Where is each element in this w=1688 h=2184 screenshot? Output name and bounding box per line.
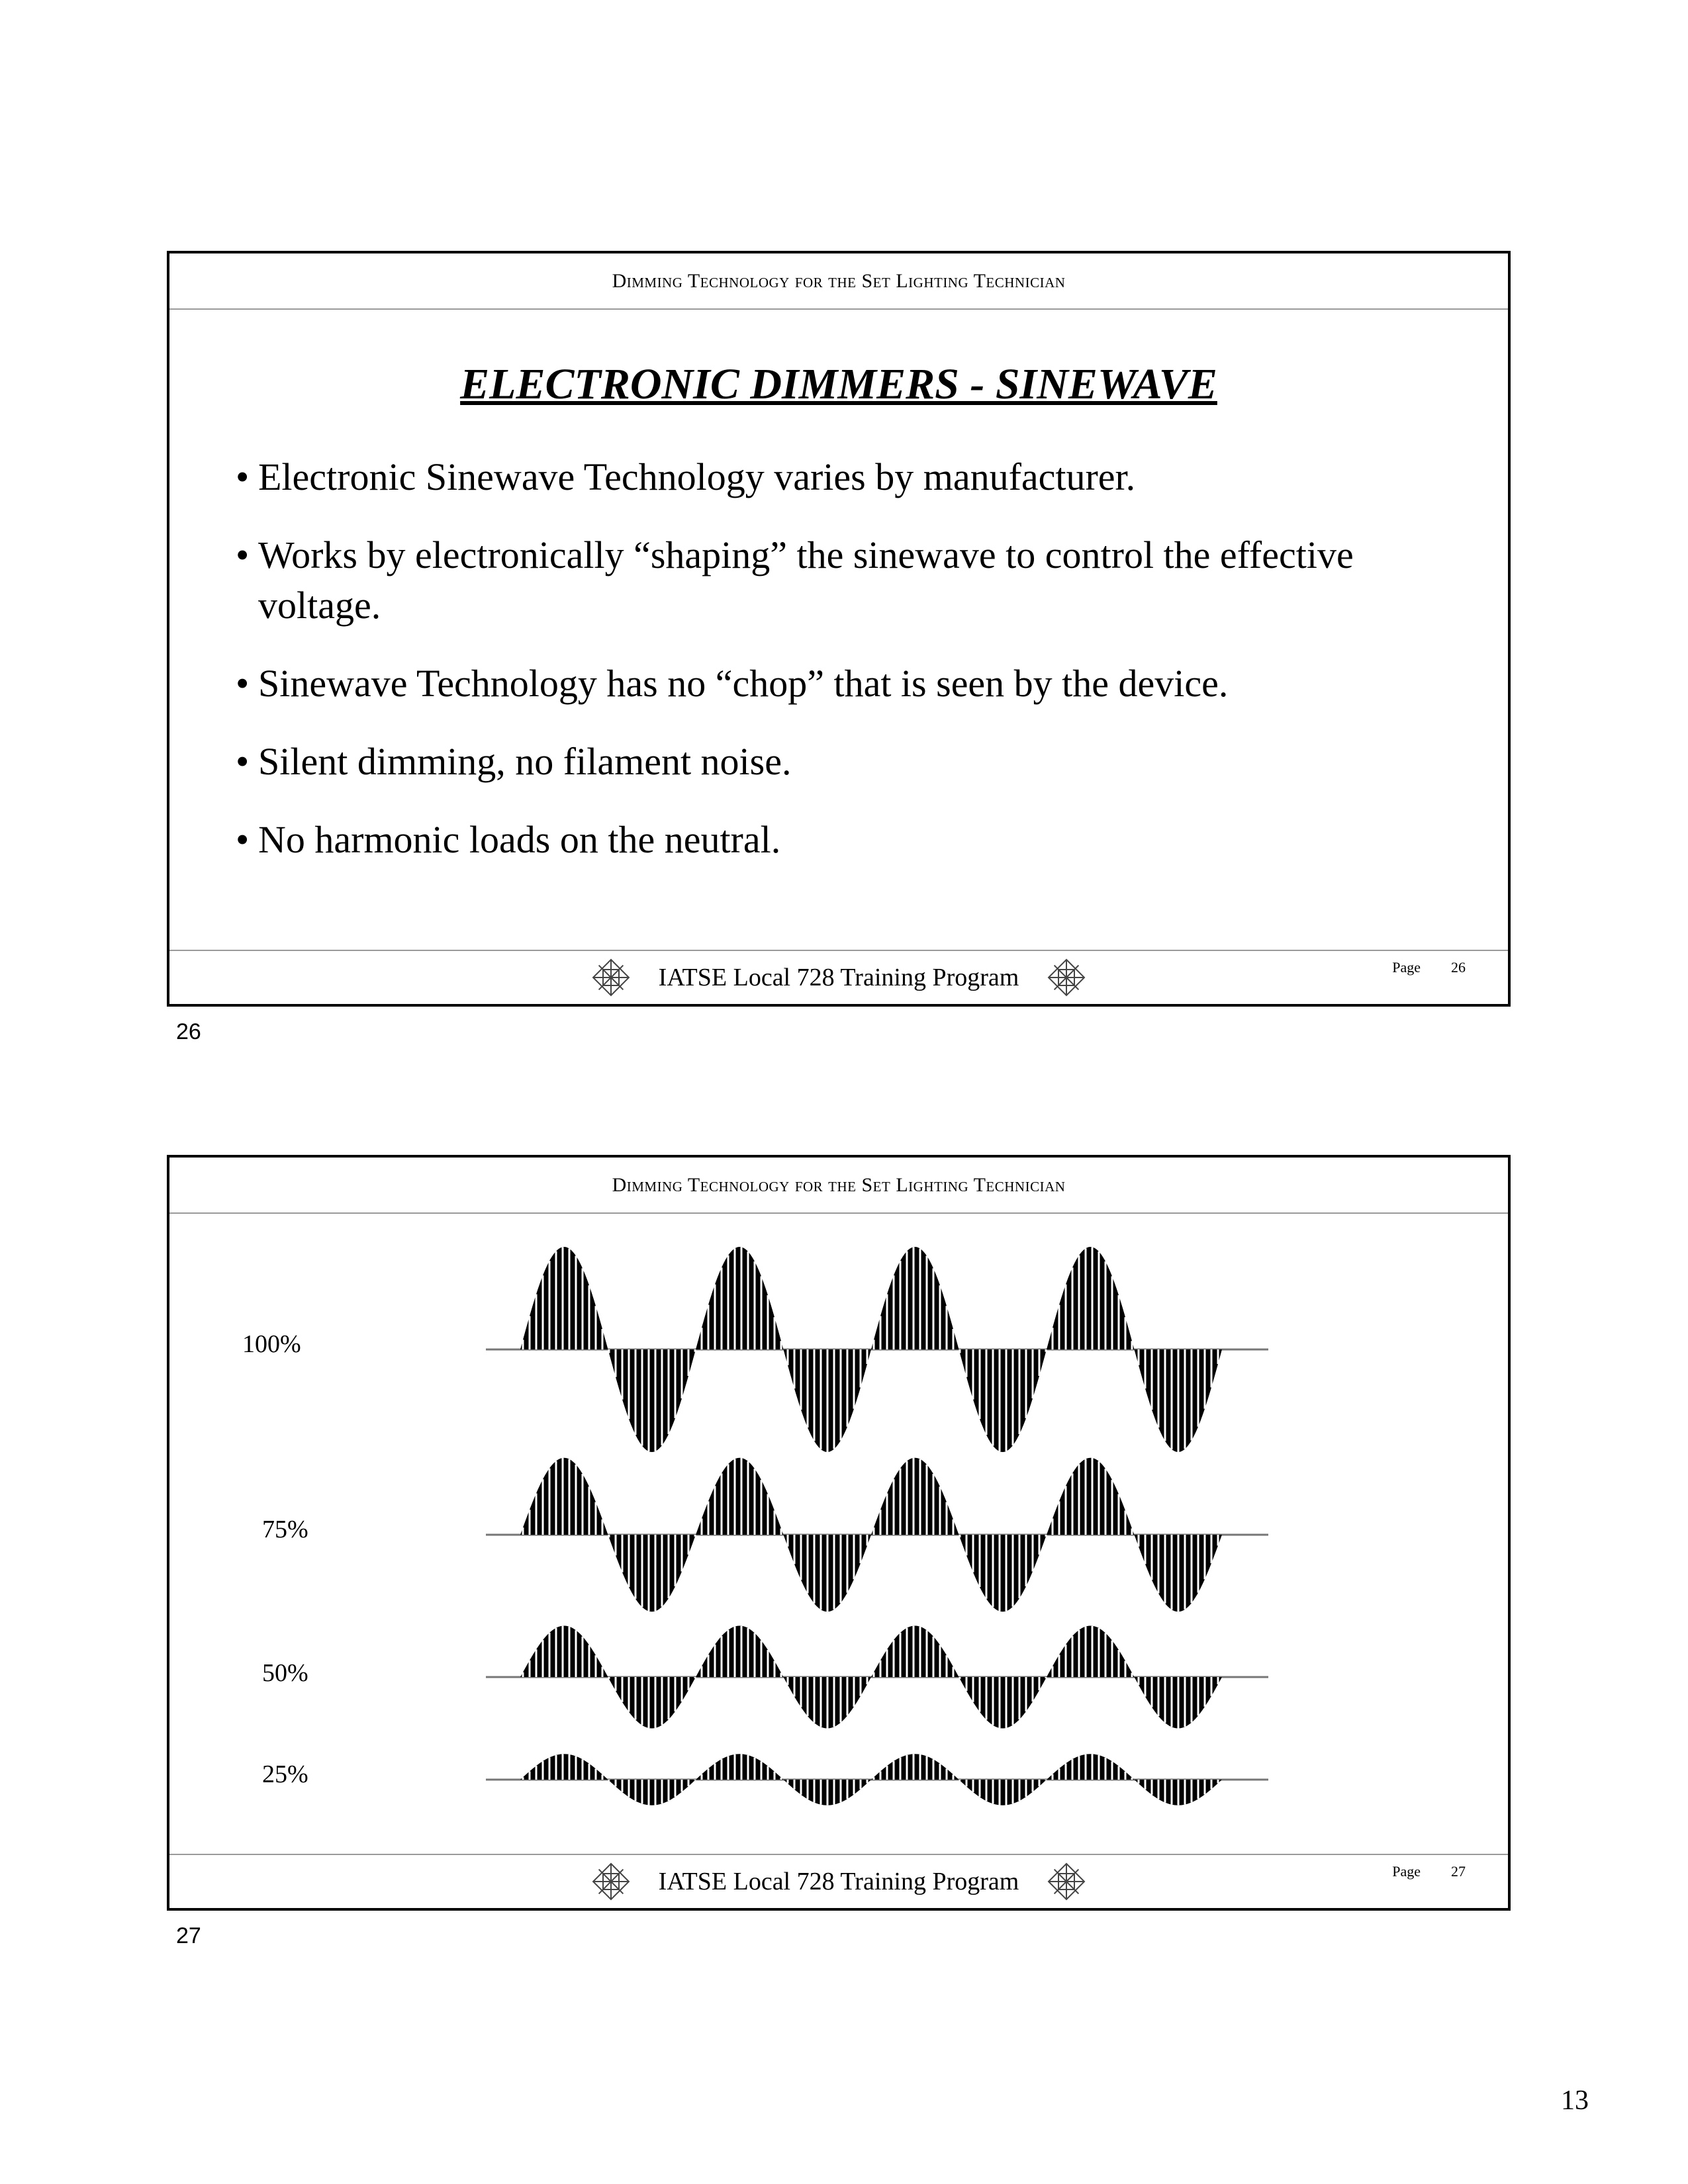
sinewave-fill bbox=[520, 1626, 1222, 1729]
wave-label-25: 25% bbox=[262, 1760, 308, 1788]
iatse-emblem-icon bbox=[1047, 958, 1086, 997]
waveform-100 bbox=[486, 1247, 1268, 1452]
bullet-item: • No harmonic loads on the neutral. bbox=[236, 815, 1481, 865]
page-num: 26 bbox=[1451, 959, 1466, 976]
bullet-item: • Silent dimming, no filament noise. bbox=[236, 737, 1481, 787]
waveform-75 bbox=[486, 1458, 1268, 1612]
slide-header bbox=[169, 253, 1508, 310]
page-label bbox=[1392, 959, 1466, 976]
bullet-item: • Electronic Sinewave Technology varies by manufacturer. bbox=[236, 452, 1481, 502]
slide-footer bbox=[169, 1854, 1508, 1908]
slide-title: ELECTRONIC DIMMERS - SINEWAVE bbox=[460, 360, 1217, 408]
iatse-emblem-icon bbox=[591, 1862, 631, 1901]
footer-text: IATSE Local 728 Training Program bbox=[658, 1868, 1019, 1895]
footer-text: IATSE Local 728 Training Program bbox=[658, 964, 1019, 991]
iatse-emblem-icon bbox=[591, 958, 631, 997]
waveform-50 bbox=[486, 1626, 1268, 1729]
sinewave-fill bbox=[520, 1754, 1222, 1805]
slide-26 bbox=[167, 251, 1511, 1007]
sinewave-diagram bbox=[169, 1158, 1508, 1908]
bullet-item: • Works by electronically “shaping” the sinewave to control the effective voltage. bbox=[236, 530, 1481, 631]
iatse-emblem-icon bbox=[1047, 1862, 1086, 1901]
wave-label-50: 50% bbox=[262, 1659, 308, 1687]
page-word: Page bbox=[1392, 959, 1421, 976]
bullet-item: • Sinewave Technology has no “chop” that is seen by the device. bbox=[236, 659, 1481, 709]
wave-label-100: 100% bbox=[242, 1330, 301, 1358]
document-page-number: 13 bbox=[1561, 2085, 1589, 2116]
waveform-25 bbox=[486, 1754, 1268, 1805]
slide-number-label: 27 bbox=[176, 1923, 201, 1948]
slide-footer bbox=[169, 950, 1508, 1004]
slide-number-label: 26 bbox=[176, 1019, 201, 1044]
sinewave-fill bbox=[520, 1458, 1222, 1612]
page-word: Page bbox=[1392, 1863, 1421, 1880]
sinewave-fill bbox=[520, 1247, 1222, 1452]
page-label bbox=[1392, 1863, 1466, 1880]
page-num: 27 bbox=[1451, 1863, 1466, 1880]
header-title: Dimming Technology for the Set Lighting Technician bbox=[612, 269, 1066, 292]
header-title: Dimming Technology for the Set Lighting Technician bbox=[612, 1173, 1066, 1196]
slide-27 bbox=[167, 1155, 1511, 1911]
wave-label-75: 75% bbox=[262, 1516, 308, 1543]
bullet-list bbox=[236, 452, 1481, 893]
